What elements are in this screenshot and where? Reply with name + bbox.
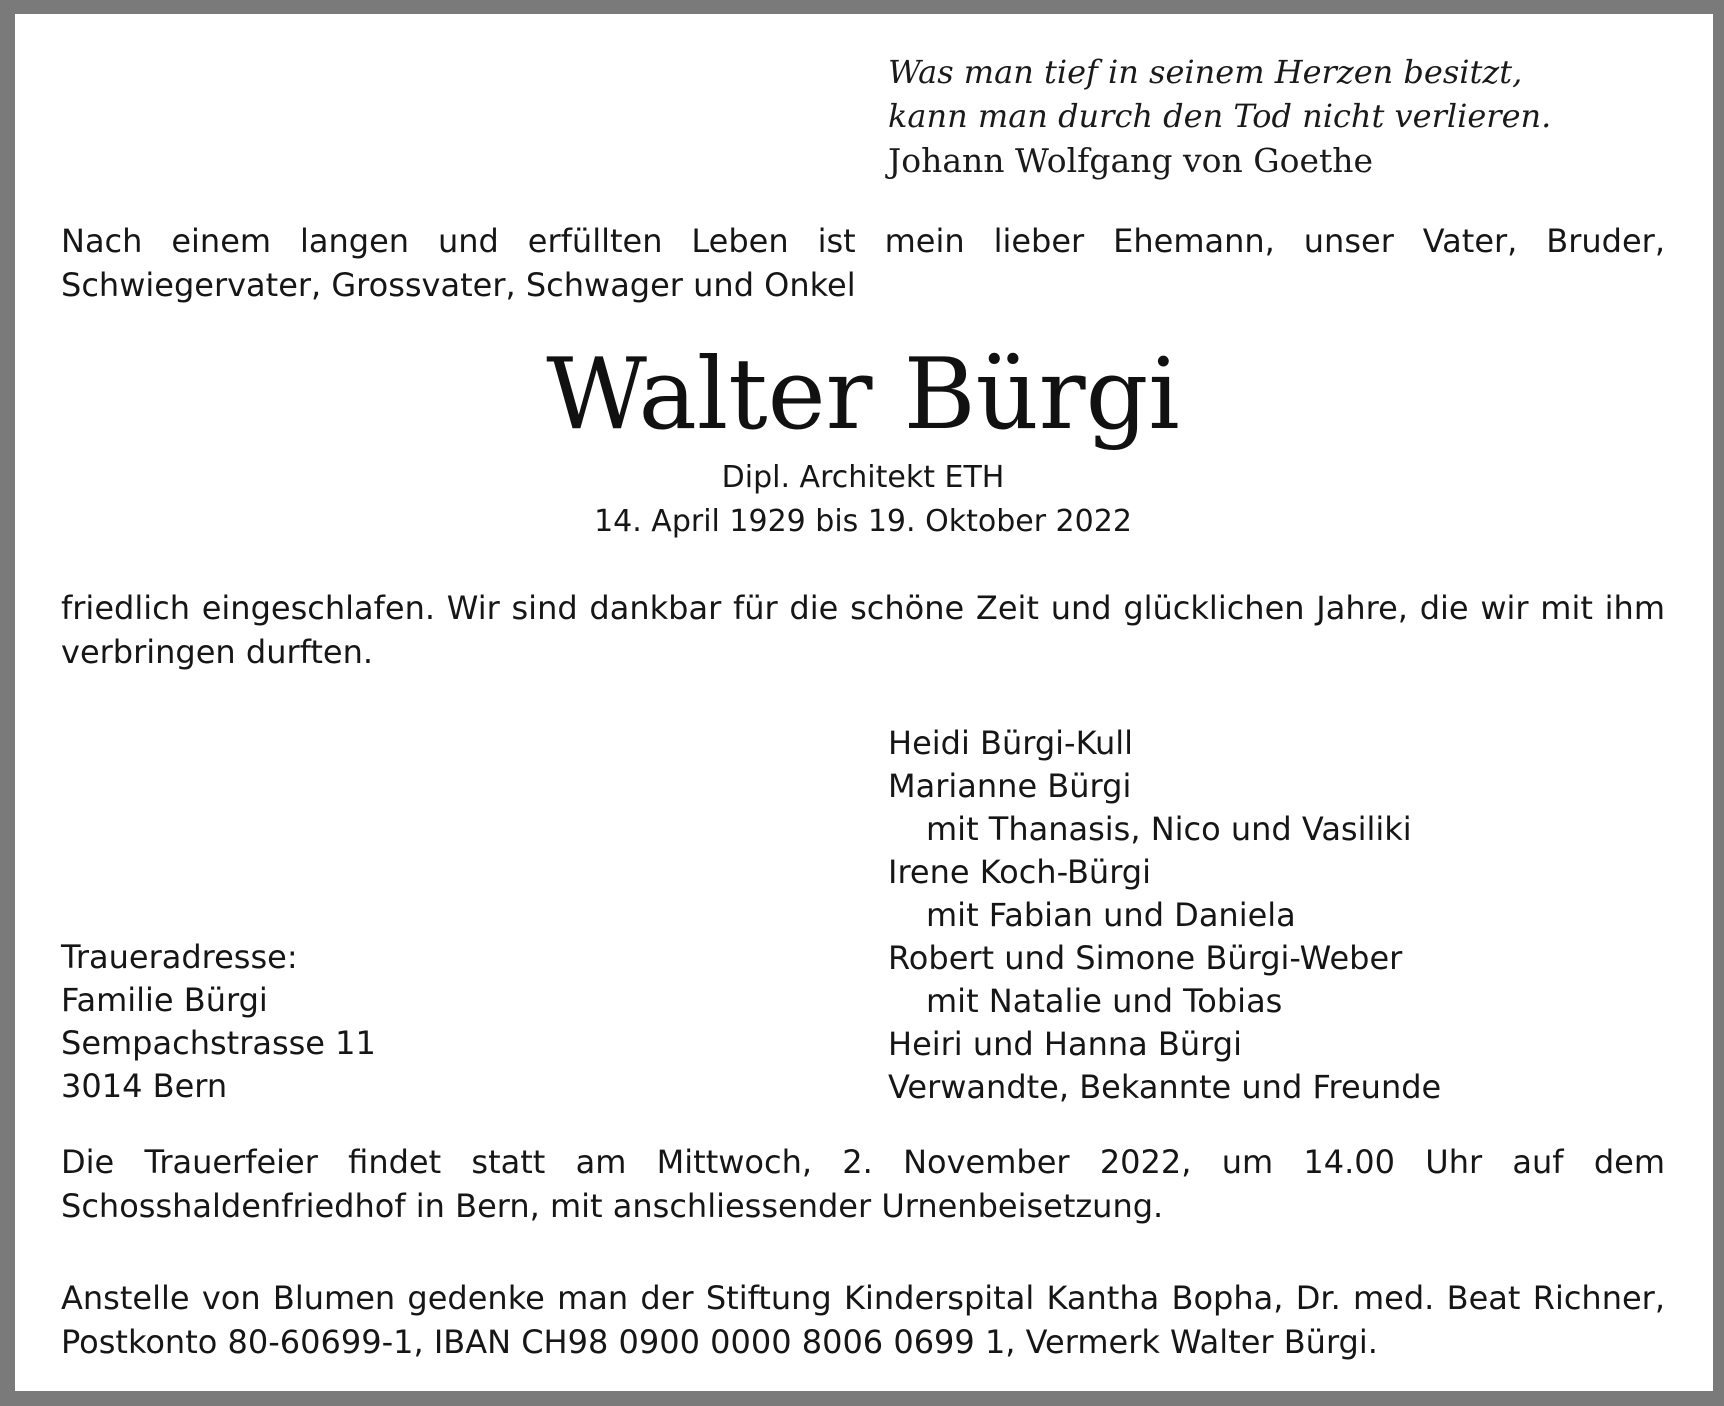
quote-author: Johann Wolfgang von Goethe <box>888 141 1374 180</box>
mourner-line: Verwandte, Bekannte und Freunde <box>888 1068 1442 1106</box>
deceased-heading <box>61 334 1665 544</box>
mourner-line: Irene Koch-Bürgi <box>888 853 1151 891</box>
address-label: Traueradresse: <box>61 938 298 976</box>
mourning-address <box>61 936 376 1108</box>
mourner-family-line: mit Thanasis, Nico und Vasiliki <box>926 810 1412 848</box>
mourner-line: Marianne Bürgi <box>888 767 1132 805</box>
tribute-paragraph: friedlich eingeschlafen. Wir sind dankbar für die schöne Zeit und glücklichen Jahre, die wir mit ihm verbringen durften. <box>61 589 1665 671</box>
goethe-quote <box>888 50 1588 184</box>
mourners-list <box>888 722 1441 1109</box>
mourner-line: Heidi Bürgi-Kull <box>888 724 1134 762</box>
donation-paragraph: Anstelle von Blumen gedenke man der Stiftung Kinderspital Kantha Bopha, Dr. med. Beat Richner, Postkonto 80-60699-1, IBAN CH98 0900 0000 8006 0699 1, Vermerk Walter Bürgi. <box>61 1279 1665 1361</box>
address-line: Familie Bürgi <box>61 981 268 1019</box>
address-line: Sempachstrasse 11 <box>61 1024 376 1062</box>
intro-paragraph: Nach einem langen und erfüllten Leben ist mein lieber Ehemann, unser Vater, Bruder, Schwiegervater, Grossvater, Schwager und Onkel <box>61 222 1665 304</box>
quote-line: Was man tief in seinem Herzen besitzt, <box>888 53 1523 91</box>
ceremony-paragraph: Die Trauerfeier findet statt am Mittwoch, 2. November 2022, um 14.00 Uhr auf dem Schosshaldenfriedhof in Bern, mit anschliessender Urnenbeisetzung. <box>61 1143 1665 1225</box>
mourner-family-line: mit Natalie und Tobias <box>926 982 1283 1020</box>
mourner-line: Heiri und Hanna Bürgi <box>888 1025 1242 1063</box>
obituary-notice <box>15 14 1713 1391</box>
deceased-dates: 14. April 1929 bis 19. Oktober 2022 <box>594 504 1132 539</box>
deceased-name: Walter Bürgi <box>546 338 1180 452</box>
mourner-family-line: mit Fabian und Daniela <box>926 896 1296 934</box>
mourner-line: Robert und Simone Bürgi-Weber <box>888 939 1403 977</box>
address-line: 3014 Bern <box>61 1067 228 1105</box>
deceased-title: Dipl. Architekt ETH <box>721 460 1005 495</box>
quote-line: kann man durch den Tod nicht verlieren. <box>888 97 1552 135</box>
